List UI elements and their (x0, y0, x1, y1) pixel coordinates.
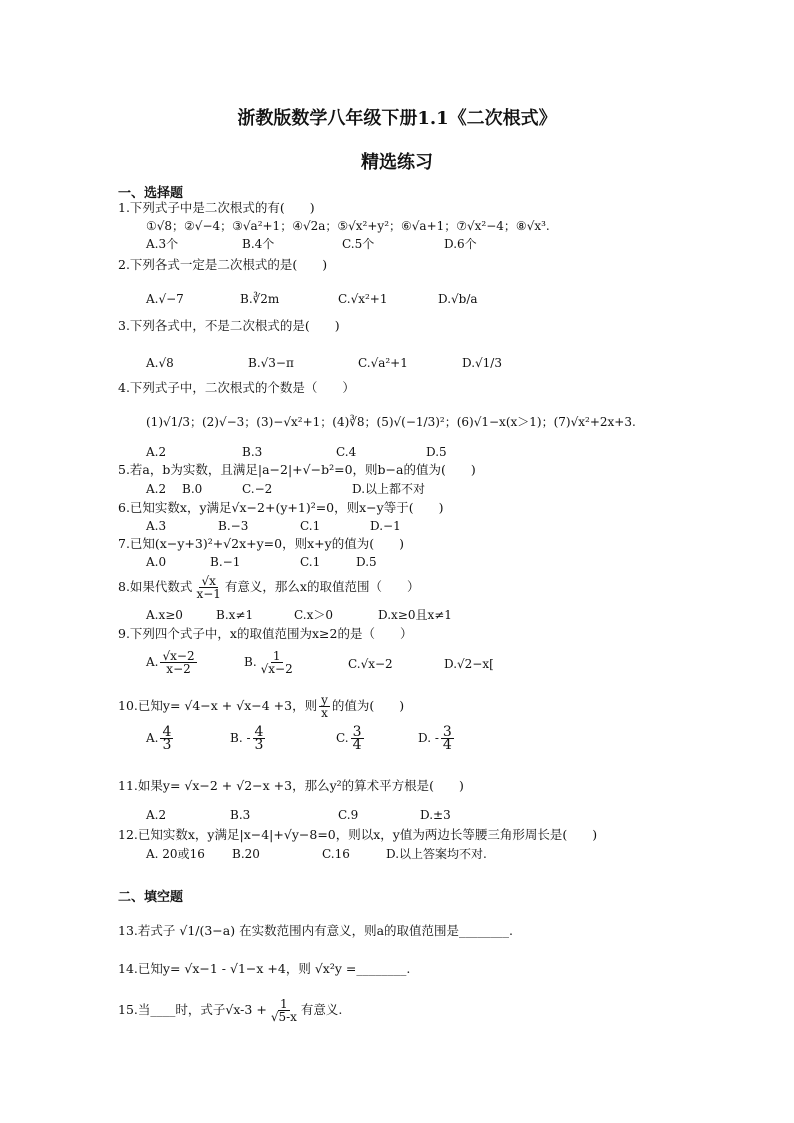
question-10-stem-start: 10.已知y= √4−x + √x−4 +3，则 (118, 698, 318, 713)
question-4-stem: 4.下列式子中，二次根式的个数是（ ） (118, 380, 355, 395)
option-d: D.5 (426, 445, 447, 459)
option-c: C.1 (300, 555, 321, 569)
numerator: 3 (442, 724, 452, 740)
numerator: 3 (352, 724, 362, 740)
option-b-label: B. (244, 655, 257, 669)
numerator: 1 (272, 649, 281, 663)
option-b: B.−3 (218, 519, 249, 533)
option-c: C.√x−2 (348, 657, 393, 671)
option-a: A.3个 (146, 237, 179, 251)
question-6-stem: 6.已知实数x，y满足√x−2+(y+1)²=0，则x−y等于( ) (118, 500, 444, 515)
section-heading-choice: 一、选择题 (118, 186, 184, 201)
question-8-fraction (194, 575, 222, 600)
denominator: x−1 (196, 587, 221, 601)
option-a-label: A. (146, 655, 159, 669)
option-d: D.√2−x[ (444, 657, 494, 671)
denominator: 4 (352, 737, 362, 753)
numerator: 4 (254, 724, 264, 740)
option-d-label: D. - (418, 731, 439, 745)
option-d: D.±3 (420, 808, 451, 822)
option-a: A.√8 (146, 356, 174, 370)
option-c: C.1 (300, 519, 321, 533)
question-13-stem: 13.若式子 √1/(3−a) 在实数范围内有意义，则a的取值范围是________. (118, 923, 514, 938)
question-14-stem: 14.已知y= √x−1 - √1−x +4，则 √x²y =________. (118, 961, 411, 976)
option-b: B.3 (230, 808, 251, 822)
question-10-fraction (319, 694, 330, 719)
question-1-items: ①√8；②√−4；③√a²+1；④√2a；⑤√x²+y²；⑥√a+1；⑦√x²−4；⑧√x³. (146, 219, 550, 233)
option-b: B.−1 (210, 555, 241, 569)
denominator: 3 (254, 737, 264, 753)
denominator: x (321, 706, 328, 720)
option-b (244, 650, 297, 675)
numerator: y (321, 693, 328, 707)
option-b: B.20 (232, 847, 260, 861)
option-a: A. 20或16 (146, 847, 205, 861)
option-d: D.−1 (370, 519, 401, 533)
denominator: x−2 (166, 662, 191, 676)
option-c: C.√x²+1 (338, 292, 388, 306)
option-c (336, 726, 366, 751)
question-7-stem: 7.已知(x−y+3)²+√2x+y=0，则x+y的值为( ) (118, 536, 404, 551)
option-c: C.16 (322, 847, 350, 861)
page-subtitle: 精选练习 (361, 152, 433, 173)
question-12-stem: 12.已知实数x，y满足|x−4|+√y−8=0，则以x，y值为两边长等腰三角形周长是( ) (118, 827, 598, 842)
denominator: 3 (162, 737, 172, 753)
numerator: 4 (162, 724, 172, 740)
question-15-stem-end: 有意义. (300, 1002, 343, 1017)
question-8-stem (118, 575, 419, 600)
denominator: √5-x (270, 1010, 297, 1024)
page-title: 浙教版数学八年级下册1.1《二次根式》 (237, 108, 557, 129)
denominator: √x−2 (260, 662, 293, 676)
option-b: B.x≠1 (216, 608, 254, 622)
option-c: C.5个 (342, 237, 375, 251)
numerator: 1 (280, 997, 288, 1011)
option-b: B.∛2m (240, 292, 280, 306)
option-b: B.4个 (242, 237, 275, 251)
question-4-items: (1)√1/3；(2)√−3；(3)−√x²+1；(4)∛8；(5)√(−1/3)²；(6)√1−x(x＞1)；(7)√x²+2x+3. (146, 415, 636, 429)
option-c: C.√a²+1 (358, 356, 408, 370)
option-d: D.x≥0且x≠1 (378, 608, 452, 622)
question-15-stem (118, 998, 342, 1023)
denominator: 4 (442, 737, 452, 753)
question-15-fraction (269, 998, 299, 1023)
option-a: A.x≥0 (146, 608, 183, 622)
option-b: B.√3−π (248, 356, 294, 370)
option-a: A.3 (146, 519, 167, 533)
option-b: B.3 (242, 445, 263, 459)
question-2-stem: 2.下列各式一定是二次根式的是( ) (118, 257, 328, 272)
question-3-stem: 3.下列各式中，不是二次根式的是( ) (118, 318, 340, 333)
question-9-stem: 9.下列四个式子中，x的取值范围为x≥2的是（ ） (118, 626, 413, 641)
option-d: D.6个 (444, 237, 477, 251)
option-c: C.9 (338, 808, 359, 822)
question-11-stem: 11.如果y= √x−2 + √2−x +3，那么y²的算术平方根是( ) (118, 778, 464, 793)
option-a (146, 650, 199, 675)
option-a: A.2 (146, 482, 167, 496)
option-b-label: B. - (230, 731, 251, 745)
question-10-stem-end: 的值为( ) (331, 698, 405, 713)
question-10-stem (118, 694, 404, 719)
option-a: A.2 (146, 445, 167, 459)
option-a (146, 726, 175, 751)
question-8-stem-start: 8.如果代数式 (118, 579, 193, 594)
question-15-stem-start: 15.当____时，式子√x-3 + (118, 1002, 267, 1017)
option-c: C.4 (336, 445, 357, 459)
option-c: C.−2 (242, 482, 273, 496)
numerator: √x (201, 574, 216, 588)
option-d: D.√b/a (438, 292, 478, 306)
option-d: D.以上答案均不对. (386, 847, 487, 861)
option-b: B.0 (182, 482, 203, 496)
option-d (418, 726, 456, 751)
question-5-stem: 5.若a，b为实数，且满足|a−2|+√−b²=0，则b−a的值为( ) (118, 462, 476, 477)
section-heading-fill: 二、填空题 (118, 890, 184, 905)
option-d: D.5 (356, 555, 377, 569)
option-c-label: C. (336, 731, 349, 745)
option-a: A.√−7 (146, 292, 184, 306)
option-c: C.x＞0 (294, 608, 333, 622)
numerator: √x−2 (162, 649, 195, 663)
option-d: D.√1/3 (462, 356, 502, 370)
question-1-stem: 1.下列式子中是二次根式的有( ) (118, 200, 315, 215)
option-a-label: A. (146, 731, 159, 745)
question-8-stem-end: 有意义，那么x的取值范围（ ） (224, 579, 420, 594)
option-b (230, 726, 267, 751)
option-d: D.以上都不对 (352, 482, 426, 496)
option-a: A.2 (146, 808, 167, 822)
option-a: A.0 (146, 555, 167, 569)
